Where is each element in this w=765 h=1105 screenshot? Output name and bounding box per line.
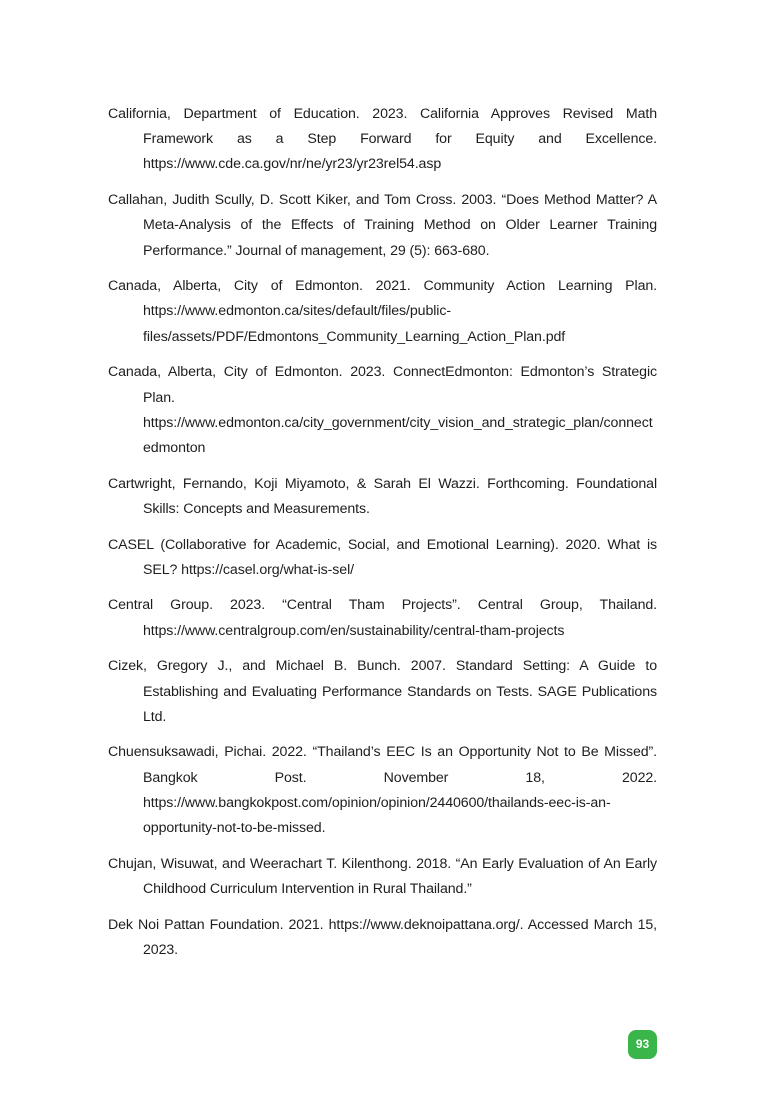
reference-entry: CASEL (Collaborative for Academic, Social, and Emotional Learning). 2020. What is SEL? https://casel.org/what-is-sel/ — [108, 536, 657, 578]
reference-entry: Central Group. 2023. “Central Tham Projects”. Central Group, Thailand. https://www.centralgroup.com/en/sustainability/central-tham-projects — [108, 597, 657, 639]
reference-entry: Cizek, Gregory J., and Michael B. Bunch. 2007. Standard Setting: A Guide to Establishing and Evaluating Performance Standards on Tests. SAGE Publications Ltd. — [108, 658, 657, 725]
reference-entry: Dek Noi Pattan Foundation. 2021. https://www.deknoipattana.org/. Accessed March 15, 2023. — [108, 916, 657, 958]
reference-entry: Callahan, Judith Scully, D. Scott Kiker, and Tom Cross. 2003. “Does Method Matter? A Meta-Analysis of the Effects of Training Method on Older Learner Training Performance.” Journal of management, 29 (5): 663-680. — [108, 192, 657, 259]
reference-entry: Canada, Alberta, City of Edmonton. 2021. Community Action Learning Plan. https://www.edmonton.ca/sites/default/files/public-files/assets/PDF/Edmontons_Community_Learning_Action_Plan.pdf — [108, 278, 657, 345]
reference-list — [108, 102, 657, 974]
reference-entry: Cartwright, Fernando, Koji Miyamoto, & Sarah El Wazzi. Forthcoming. Foundational Skills: Concepts and Measurements. — [108, 475, 657, 517]
reference-entry: California, Department of Education. 2023. California Approves Revised Math Framework as a Step Forward for Equity and Excellence. https://www.cde.ca.gov/nr/ne/yr23/yr23rel54.asp — [108, 106, 657, 173]
page-number-badge: 93 — [628, 1030, 657, 1059]
reference-entry: Canada, Alberta, City of Edmonton. 2023. ConnectEdmonton: Edmonton’s Strategic Plan. https://www.edmonton.ca/city_government/city_vision_and_strategic_plan/connectedmonton — [108, 364, 657, 456]
reference-entry: Chujan, Wisuwat, and Weerachart T. Kilenthong. 2018. “An Early Evaluation of An Early Childhood Curriculum Intervention in Rural Thailand.” — [108, 855, 657, 897]
reference-entry: Chuensuksawadi, Pichai. 2022. “Thailand’s EEC Is an Opportunity Not to Be Missed”. Bangkok Post. November 18, 2022. https://www.bangkokpost.com/opinion/opinion/2440600/thailands-eec-is-an-opportunity-not-to-be-missed. — [108, 744, 657, 837]
